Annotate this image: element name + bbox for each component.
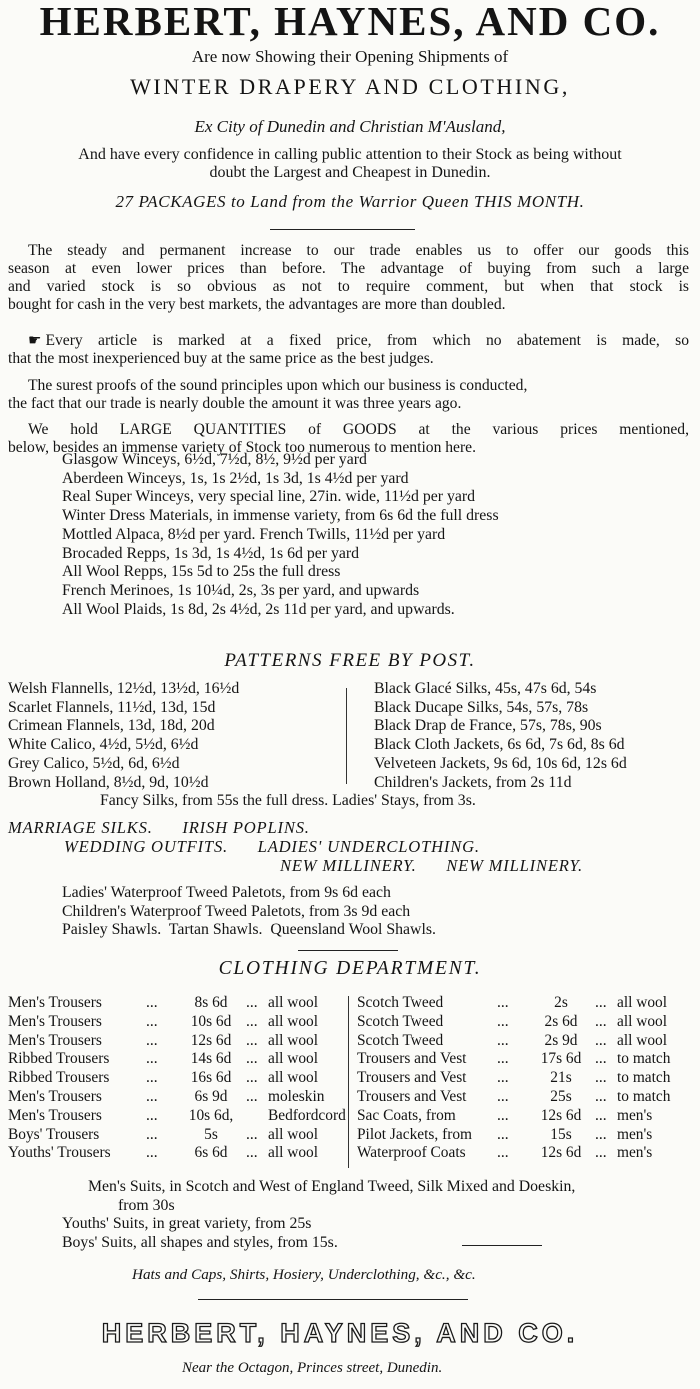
table-row — [357, 1144, 687, 1163]
cell-item: Men's Trousers — [8, 1012, 102, 1030]
paragraph-principles — [8, 377, 689, 413]
cell-item: Trousers and Vest — [357, 1069, 467, 1087]
cell-note: all wool — [268, 994, 319, 1011]
cell-price: 17s 6d — [540, 1050, 582, 1068]
specials-line: NEW MILLINERY. NEW MILLINERY. — [280, 856, 583, 875]
paragraph-trade — [8, 242, 689, 314]
cell-dots: ... — [497, 1069, 509, 1087]
cell-dots: ... — [146, 1050, 158, 1068]
cell-price: 8s 6d — [194, 994, 228, 1011]
paragraph-line: bought for cash in the very best markets, the advantages are more than doubled. — [8, 296, 506, 313]
list-item: Black Drap de France, 57s, 78s, 90s — [374, 717, 602, 735]
cell-sep: ... — [595, 1106, 607, 1124]
table-row — [357, 994, 687, 1013]
table-row — [357, 1050, 687, 1069]
table-row — [8, 1032, 346, 1051]
cell-note: men's — [617, 1144, 653, 1162]
confidence-line-2: doubt the Largest and Cheapest in Dunedin. — [209, 164, 491, 181]
paragraph-line: season at even lower prices than before. The advantage of buying from such a large — [8, 260, 689, 277]
list-item: All Wool Plaids, 1s 8d, 2s 4½d, 2s 11d per yard, and upwards. — [62, 600, 455, 618]
table-row — [357, 1032, 687, 1051]
list-item: French Merinoes, 1s 10¼d, 2s, 3s per yard, and upwards — [62, 581, 420, 599]
cell-sep: ... — [595, 1012, 607, 1030]
cell-sep: ... — [246, 1069, 258, 1087]
cell-sep: ... — [246, 1125, 258, 1143]
list-item: Grey Calico, 5½d, 6d, 6½d — [8, 754, 180, 772]
fancy-silks-line: Fancy Silks, from 55s the full dress. Ladies' Stays, from 3s. — [100, 792, 476, 809]
cell-sep: ... — [595, 1050, 607, 1068]
paragraph-line: The steady and permanent increase to our trade enables us to offer our goods this — [28, 242, 689, 259]
table-row — [357, 1107, 687, 1126]
list-item: Crimean Flannels, 13d, 18d, 20d — [8, 717, 215, 735]
cell-item: Boys' Trousers — [8, 1125, 100, 1143]
cell-sep: ... — [246, 994, 258, 1011]
winceys-list — [62, 451, 682, 619]
paragraph-fixed-price — [8, 331, 689, 368]
cell-dots: ... — [497, 1125, 509, 1143]
cell-note: all wool — [617, 1012, 668, 1030]
footer-address: Near the Octagon, Princes street, Dunedin. — [182, 1360, 443, 1376]
specials-line: WEDDING OUTFITS. LADIES' UNDERCLOTHING. — [64, 837, 480, 856]
cell-sep: ... — [246, 1031, 258, 1049]
cell-dots: ... — [497, 1087, 509, 1105]
suits-line: Youths' Suits, in great variety, from 25s — [62, 1215, 312, 1232]
list-item: Welsh Flannells, 12½d, 13½d, 16½d — [8, 680, 240, 697]
suits-line: Men's Suits, in Scotch and West of England Tweed, Silk Mixed and Doeskin, — [88, 1178, 576, 1195]
specials-line: MARRIAGE SILKS. IRISH POPLINS. — [8, 818, 310, 837]
opening-line: Are now Showing their Opening Shipments of — [191, 47, 509, 66]
cell-dots: ... — [497, 994, 509, 1011]
cell-price: 14s 6d — [190, 1050, 232, 1068]
list-item: Brocaded Repps, 1s 3d, 1s 4½d, 1s 6d per yard — [62, 544, 360, 562]
cell-price: 25s — [550, 1087, 572, 1105]
table-row — [8, 994, 346, 1013]
table-row — [357, 1013, 687, 1032]
cell-note: Bedfordcord — [268, 1106, 346, 1124]
cell-dots: ... — [146, 1031, 158, 1049]
list-item: Children's Jackets, from 2s 11d — [374, 773, 572, 791]
cell-item: Ribbed Trousers — [8, 1050, 110, 1068]
cell-dots: ... — [497, 1050, 509, 1068]
divider — [462, 1245, 542, 1246]
cell-sep: ... — [595, 994, 607, 1011]
suits-line: from 30s — [118, 1196, 175, 1214]
table-row — [8, 1107, 346, 1126]
cell-note: men's — [617, 1106, 653, 1124]
list-item: Black Ducape Silks, 54s, 57s, 78s — [374, 698, 589, 716]
cell-item: Scotch Tweed — [357, 1012, 444, 1030]
suits-block — [62, 1178, 692, 1252]
cell-sep — [246, 1107, 268, 1126]
list-item: Brown Holland, 8½d, 9d, 10½d — [8, 773, 209, 791]
cell-sep: ... — [595, 1087, 607, 1105]
cell-price: 6s 9d — [194, 1087, 228, 1105]
clothing-table-left — [8, 994, 346, 1163]
cell-sep: ... — [595, 1144, 607, 1162]
cell-note: all wool — [268, 1050, 319, 1068]
cell-price: 15s — [550, 1125, 572, 1143]
list-item: Velveteen Jackets, 9s 6d, 10s 6d, 12s 6d — [374, 754, 627, 772]
cell-dots: ... — [497, 1012, 509, 1030]
cell-sep: ... — [246, 1144, 258, 1162]
confidence-line-1: And have every confidence in calling public attention to their Stock as being without — [78, 146, 622, 163]
cell-note: all wool — [268, 1069, 319, 1087]
cell-sep: ... — [246, 1050, 258, 1068]
cell-note: all wool — [268, 1012, 319, 1030]
list-item: Children's Waterproof Tweed Paletots, from 3s 9d each — [62, 902, 411, 920]
cell-dots: ... — [146, 1144, 158, 1162]
cell-note: moleskin — [268, 1087, 325, 1105]
cell-price: 2s 9d — [544, 1031, 578, 1049]
table-row — [357, 1069, 687, 1088]
list-item: Paisley Shawls. Tartan Shawls. Queensland Wool Shawls. — [62, 921, 436, 939]
cell-price: 21s — [550, 1069, 572, 1087]
cell-note: to match — [617, 1087, 671, 1105]
cell-dots: ... — [497, 1106, 509, 1124]
cell-sep: ... — [595, 1069, 607, 1087]
paragraph-line: Every article is marked at a fixed price, from which no abatement is made, so — [45, 332, 689, 349]
cell-price: 2s 6d — [544, 1012, 578, 1030]
suits-line: Boys' Suits, all shapes and styles, from 15s. — [62, 1233, 338, 1251]
cell-item: Men's Trousers — [8, 1106, 102, 1124]
cell-item: Ribbed Trousers — [8, 1069, 110, 1087]
list-item: All Wool Repps, 15s 5d to 25s the full dress — [62, 563, 341, 581]
cell-price: 5s — [204, 1125, 218, 1143]
cell-sep: ... — [246, 1087, 258, 1105]
list-item: Black Glacé Silks, 45s, 47s 6d, 54s — [374, 680, 597, 697]
cell-item: Trousers and Vest — [357, 1050, 467, 1068]
column-divider — [348, 996, 349, 1168]
cell-sep: ... — [246, 1012, 258, 1030]
cell-dots: ... — [497, 1144, 509, 1162]
paragraph-line: that the most inexperienced buy at the same price as the best judges. — [8, 350, 434, 367]
table-row — [357, 1088, 687, 1107]
paletots-list — [62, 884, 682, 940]
page-title: HERBERT, HAYNES, AND CO. — [39, 0, 661, 44]
silks-column — [374, 680, 694, 792]
divider — [198, 1299, 468, 1300]
cell-dots: ... — [146, 1069, 158, 1087]
cell-item: Pilot Jackets, from — [357, 1125, 472, 1143]
cell-price: 16s 6d — [190, 1069, 232, 1087]
cell-item: Waterproof Coats — [357, 1144, 466, 1162]
divider — [270, 229, 415, 230]
table-row — [8, 1069, 346, 1088]
table-row — [8, 1050, 346, 1069]
cell-dots: ... — [146, 994, 158, 1011]
list-item: Winter Dress Materials, in immense variety, from 6s 6d the full dress — [62, 507, 499, 525]
paragraph-line: and varied stock is so obvious as not to require comment, but when that stock is — [8, 278, 689, 295]
cell-note: to match — [617, 1069, 671, 1087]
list-item: Ladies' Waterproof Tweed Paletots, from 9s 6d each — [62, 884, 391, 901]
list-item: White Calico, 4½d, 5½d, 6½d — [8, 736, 199, 754]
cell-price: 10s 6d, — [188, 1106, 234, 1124]
table-row — [8, 1144, 346, 1163]
paragraph-line: the fact that our trade is nearly double the amount it was three years ago. — [8, 395, 462, 412]
paragraph-line: The surest proofs of the sound principles upon which our business is conducted, — [28, 377, 528, 394]
cell-item: Youths' Trousers — [8, 1144, 111, 1162]
list-item: Mottled Alpaca, 8½d per yard. French Twills, 11½d per yard — [62, 525, 446, 543]
list-item: Scarlet Flannels, 11½d, 13d, 15d — [8, 698, 216, 716]
cell-item: Trousers and Vest — [357, 1087, 467, 1105]
table-row — [8, 1088, 346, 1107]
cell-note: all wool — [268, 1125, 319, 1143]
cell-price: 12s 6d — [540, 1106, 582, 1124]
winter-drapery-heading: WINTER DRAPERY AND CLOTHING, — [130, 74, 570, 99]
cell-note: all wool — [268, 1031, 319, 1049]
cell-price: 2s — [554, 994, 568, 1011]
cell-price: 6s 6d — [194, 1144, 228, 1162]
cell-note: all wool — [268, 1144, 319, 1162]
cell-item: Men's Trousers — [8, 1087, 102, 1105]
flannels-column — [8, 680, 338, 792]
specials-block — [8, 818, 698, 875]
table-row — [8, 1013, 346, 1032]
cell-item: Scotch Tweed — [357, 1031, 444, 1049]
list-item: Aberdeen Winceys, 1s, 1s 2½d, 1s 3d, 1s 4½d per yard — [62, 469, 409, 487]
list-item: Glasgow Winceys, 6½d, 7½d, 8½, 9½d per yard — [62, 451, 367, 468]
cell-dots: ... — [146, 1087, 158, 1105]
cell-item: Scotch Tweed — [357, 994, 444, 1011]
cell-sep: ... — [595, 1125, 607, 1143]
list-item: Black Cloth Jackets, 6s 6d, 7s 6d, 8s 6d — [374, 736, 625, 754]
paragraph-line: below, besides an immense variety of Stock too numerous to mention here. — [8, 439, 476, 456]
cell-dots: ... — [497, 1031, 509, 1049]
cell-note: all wool — [617, 1031, 668, 1049]
table-row — [357, 1126, 687, 1145]
patterns-heading: PATTERNS FREE BY POST. — [224, 650, 476, 671]
cell-dots: ... — [146, 1125, 158, 1143]
cell-price: 12s 6d — [540, 1144, 582, 1162]
cell-sep: ... — [595, 1031, 607, 1049]
cell-dots: ... — [146, 1106, 158, 1124]
paragraph-line: We hold LARGE QUANTITIES of GOODS at the various prices mentioned, — [28, 421, 689, 438]
cell-item: Sac Coats, from — [357, 1106, 456, 1124]
cell-price: 10s 6d — [190, 1012, 232, 1030]
clothing-heading: CLOTHING DEPARTMENT. — [218, 958, 482, 979]
cell-note: to match — [617, 1050, 671, 1068]
divider — [298, 950, 398, 951]
cell-note: all wool — [617, 994, 668, 1011]
packages-line: 27 PACKAGES to Land from the Warrior Queen THIS MONTH. — [115, 192, 585, 211]
list-item: Real Super Winceys, very special line, 27in. wide, 11½d per yard — [62, 488, 476, 506]
pointing-hand-icon: ☛ — [28, 331, 42, 349]
cell-note: men's — [617, 1125, 653, 1143]
clothing-table-right — [357, 994, 687, 1163]
table-row — [8, 1126, 346, 1145]
cell-item: Men's Trousers — [8, 1031, 102, 1049]
column-divider — [346, 688, 347, 784]
cell-item: Men's Trousers — [8, 994, 102, 1011]
cell-dots: ... — [146, 1012, 158, 1030]
cell-price: 12s 6d — [190, 1031, 232, 1049]
ship-line: Ex City of Dunedin and Christian M'Ausland, — [194, 117, 506, 136]
footer-title: HERBERT, HAYNES, AND CO. — [101, 1318, 579, 1348]
hats-line: Hats and Caps, Shirts, Hosiery, Underclothing, &c., &c. — [132, 1266, 476, 1283]
